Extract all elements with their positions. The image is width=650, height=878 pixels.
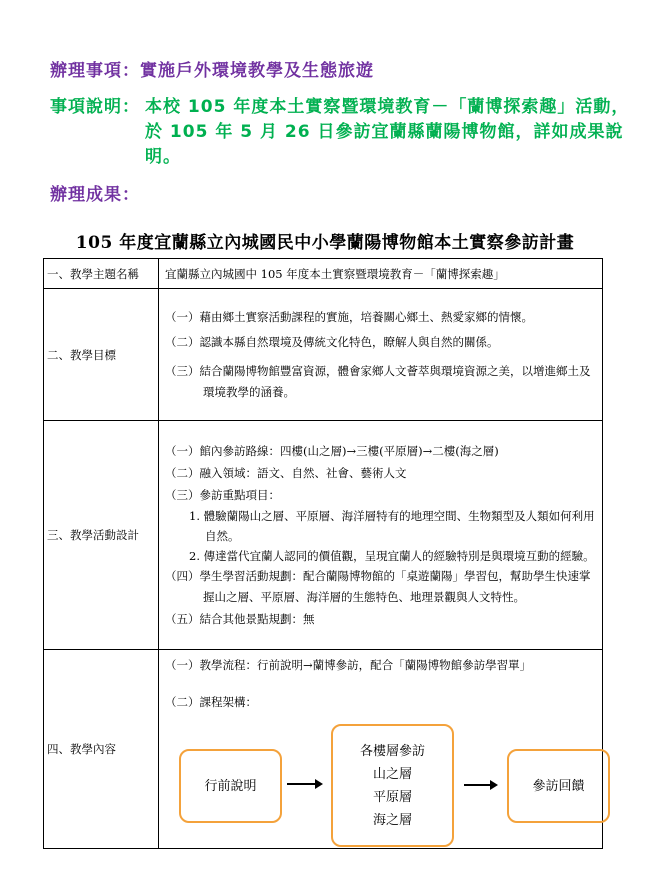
flow-box-visit [331, 724, 454, 847]
row-design-content [159, 421, 603, 650]
row-design-label: 三、教學活動設計 [44, 421, 159, 650]
goal-item: （一）藉由鄉土實察活動課程的實施，培養關心鄉土、熱愛家鄉的情懷。 [165, 309, 533, 324]
content-frame: （二）課程架構： [165, 695, 257, 709]
design-item: （三）參訪重點項目： [165, 488, 280, 502]
row-goals-label: 二、教學目標 [44, 289, 159, 421]
row-theme-label: 一、教學主題名稱 [44, 259, 159, 289]
plan-title: 105 年度宜蘭縣立內城國民中小學蘭陽博物館本土實察參訪計畫 [75, 233, 575, 253]
design-subitem: 2. 傳達當代宜蘭人認同的價值觀，呈現宜蘭人的經驗特別是與環境互動的經驗。 [189, 549, 595, 563]
row-content [44, 650, 603, 849]
design-item: （五）結合其他景點規劃：無 [165, 612, 315, 626]
flow-box-visit-line: 山之層 [372, 766, 412, 782]
goal-item: （二）認識本縣自然環境及傳統文化特色，瞭解人與自然的關係。 [165, 334, 499, 349]
plan-table [43, 258, 603, 849]
heading-item-text: 實施戶外環境教學及生態旅遊 [140, 61, 374, 81]
arrow-icon [287, 783, 321, 785]
flow-box-preparation [179, 749, 282, 823]
flow-box-preparation-label: 行前說明 [204, 778, 257, 794]
heading-description-text: 本校 105 年度本土實察暨環境教育－「蘭博探索趣」活動，於 105 年 5 月 26 日參訪宜蘭縣蘭陽博物館，詳如成果說明。 [145, 97, 630, 167]
flow-box-feedback [507, 749, 610, 823]
design-item: （二）融入領域：語文、自然、社會、藝術人文 [165, 466, 407, 480]
arrow-icon [464, 784, 496, 786]
row-content-label: 四、教學內容 [44, 650, 159, 849]
flow-box-visit-line: 海之層 [372, 812, 412, 828]
goal-item: （三）結合蘭陽博物館豐富資源，體會家鄉人文薈萃與環境資源之美，以增進鄉土及環境教學的涵養。 [165, 363, 591, 399]
heading-description-label: 事項說明： [50, 97, 140, 117]
flow-box-visit-line: 平原層 [372, 789, 412, 805]
heading-result: 辦理成果： [50, 185, 140, 205]
heading-item [50, 56, 374, 81]
flow-box-visit-title: 各樓層參訪 [359, 743, 425, 759]
flow-box-feedback-label: 參訪回饋 [532, 778, 585, 794]
row-content-content [159, 650, 603, 849]
row-goals-content [159, 289, 603, 421]
design-item: （一）館內參訪路線：四樓(山之層)→三樓(平原層)→二樓(海之層) [165, 444, 499, 458]
row-goals [44, 289, 603, 421]
design-subitem: 1. 體驗蘭陽山之層、平原層、海洋層特有的地理空間、生物類型及人類如何利用自然。 [189, 509, 595, 543]
design-item: （四）學生學習活動規劃：配合蘭陽博物館的「桌遊蘭陽」學習包，幫助學生快速掌握山之層、平原層、海洋層的生態特色、地理景觀與人文特性。 [165, 569, 591, 604]
row-theme-content: 宜蘭縣立內城國中 105 年度本土實察暨環境教育－「蘭博探索趣」 [159, 259, 603, 289]
row-theme [44, 259, 603, 289]
heading-description [50, 95, 630, 170]
course-structure [165, 653, 596, 845]
content-flow: （一）教學流程：行前說明→蘭博參訪，配合「蘭陽博物館參訪學習單」 [165, 658, 532, 672]
heading-item-label: 辦理事項： [50, 61, 140, 81]
row-design [44, 421, 603, 650]
